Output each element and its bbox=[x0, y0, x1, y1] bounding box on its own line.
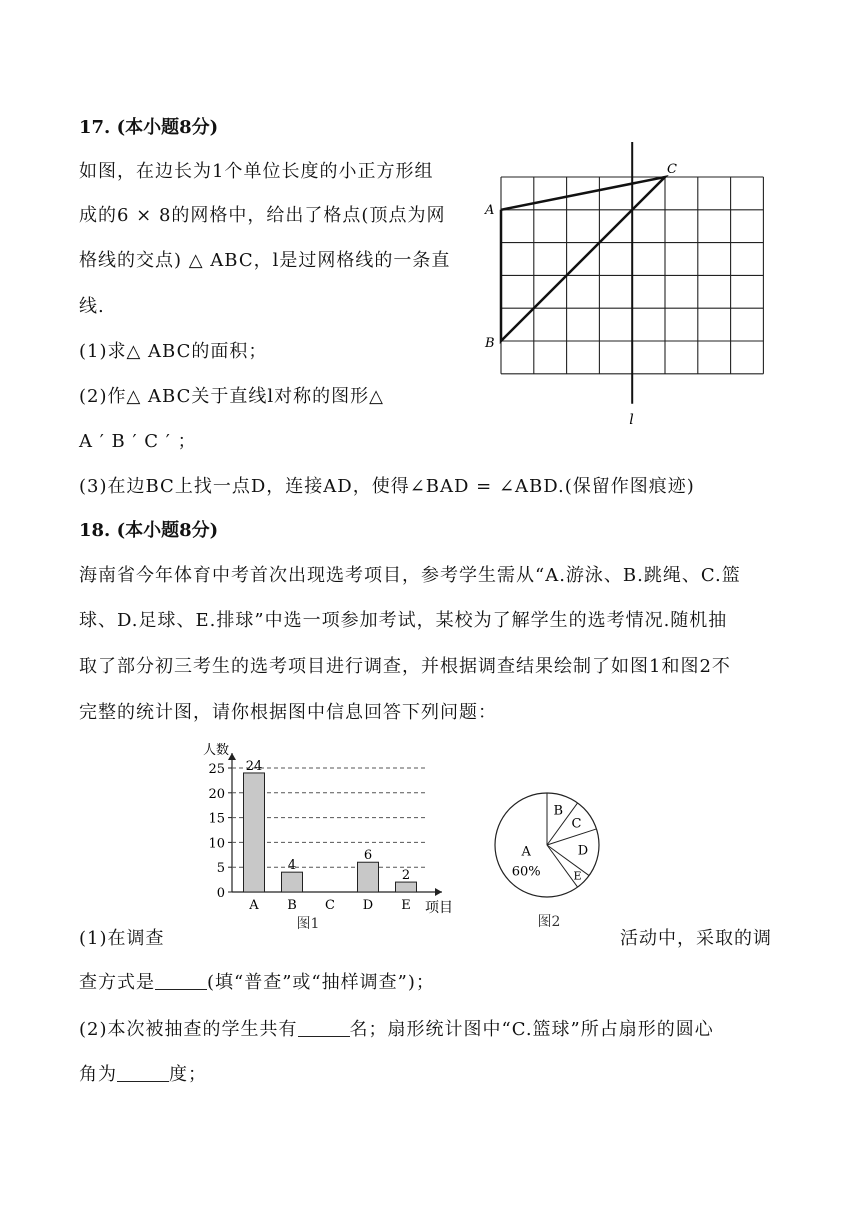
answer-blank-method[interactable] bbox=[155, 971, 207, 990]
answer-blank-angle[interactable] bbox=[117, 1063, 169, 1082]
x-tick-label-c: C bbox=[325, 898, 335, 913]
data-label-a: 24 bbox=[245, 758, 263, 774]
x-axis-label: 项目 bbox=[425, 900, 453, 916]
q18-part-2d: 度； bbox=[169, 1064, 207, 1085]
triangle-abc bbox=[501, 177, 665, 341]
q17-title: 17. (本小题8分) bbox=[79, 117, 219, 138]
x-axis-arrow bbox=[435, 888, 442, 896]
q18-part-1b: 活动中，采取的调 bbox=[620, 928, 772, 949]
q18-intro-line-4: 完整的统计图，请你根据图中信息回答下列问题： bbox=[79, 702, 497, 723]
y-tick-label: 10 bbox=[208, 836, 225, 852]
y-tick-label: 15 bbox=[208, 811, 225, 827]
y-axis-arrow bbox=[228, 753, 236, 760]
q17-part-3: (3)在边BC上找一点D，连接AD，使得∠BAD = ∠ABD.(保留作图痕迹) bbox=[79, 476, 695, 497]
data-label-d: 6 bbox=[363, 848, 373, 864]
q18-intro-line-1: 海南省今年体育中考首次出现选考项目，参考学生需从“A.游泳、B.跳绳、C.篮 bbox=[79, 565, 741, 586]
x-tick-label-d: D bbox=[362, 898, 374, 913]
q18-part-1-line-2 bbox=[79, 968, 435, 998]
bar-chart bbox=[180, 735, 470, 935]
pie-slice-label-e: E bbox=[573, 869, 582, 883]
pie-slice-label-b: B bbox=[553, 803, 564, 819]
y-tick-label: 20 bbox=[208, 786, 225, 802]
q17-grid-figure bbox=[480, 138, 780, 428]
q18-part-2a: (2)本次被抽查的学生共有 bbox=[79, 1019, 298, 1040]
pie-slice-label-c: C bbox=[571, 816, 582, 832]
bar-e bbox=[396, 882, 417, 892]
q18-title: 18. (本小题8分) bbox=[79, 520, 219, 541]
q17-part-1: (1)求△ ABC的面积； bbox=[79, 341, 268, 362]
x-tick-label-b: B bbox=[287, 898, 297, 913]
q18-part-2-line-1 bbox=[79, 1015, 714, 1045]
q18-part-2-line-2 bbox=[79, 1060, 207, 1090]
q17-intro-line-2: 成的6 × 8的网格中，给出了格点(顶点为网 bbox=[79, 205, 446, 226]
bar-a bbox=[244, 773, 265, 892]
pie-slice-label-a: A bbox=[521, 844, 531, 860]
q18-part-1d: (填“普查”或“抽样调查”)； bbox=[207, 972, 435, 993]
pie-slice-label-d: D bbox=[577, 843, 589, 859]
y-tick-label: 25 bbox=[208, 762, 225, 777]
chart-caption-2: 图2 bbox=[537, 914, 561, 930]
pie-chart bbox=[485, 778, 615, 938]
y-tick-label: 5 bbox=[216, 861, 225, 877]
q18-part-1a: (1)在调查 bbox=[79, 928, 165, 949]
q17-part-2b: A ′ B ′ C ′ ； bbox=[79, 431, 197, 452]
q17-intro-line-4: 线. bbox=[79, 296, 105, 317]
bar-d bbox=[358, 862, 379, 892]
q17-intro-line-1: 如图，在边长为1个单位长度的小正方形组 bbox=[79, 161, 434, 182]
chart-caption-1: 图1 bbox=[296, 916, 320, 932]
label-b: B bbox=[485, 336, 495, 351]
q18-intro-line-2: 球、D.足球、E.排球”中选一项参加考试，某校为了解学生的选考情况.随机抽 bbox=[79, 610, 728, 631]
data-label-b: 4 bbox=[287, 858, 297, 874]
y-tick-label: 0 bbox=[216, 886, 225, 901]
y-axis-label: 人数 bbox=[202, 743, 229, 758]
label-c: C bbox=[667, 162, 677, 177]
bar-b bbox=[282, 872, 303, 892]
label-l: l bbox=[629, 411, 634, 428]
q17-intro-line-3: 格线的交点) △ ABC，l是过网格线的一条直 bbox=[79, 250, 451, 271]
q17-part-2a: (2)作△ ABC关于直线l对称的图形△ bbox=[79, 386, 384, 407]
pie-slice-value-a: 60% bbox=[511, 864, 541, 880]
x-tick-label-a: A bbox=[249, 898, 259, 913]
q18-intro-line-3: 取了部分初三考生的选考项目进行调查，并根据调查结果绘制了如图1和图2不 bbox=[79, 656, 731, 677]
q18-part-2c: 角为 bbox=[79, 1064, 117, 1085]
x-tick-label-e: E bbox=[401, 898, 411, 913]
q18-part-1c: 查方式是 bbox=[79, 972, 155, 993]
data-label-e: 2 bbox=[401, 868, 411, 884]
q18-part-2b: 名；扇形统计图中“C.篮球”所占扇形的圆心 bbox=[349, 1019, 714, 1040]
label-a: A bbox=[485, 202, 495, 218]
answer-blank-total[interactable] bbox=[298, 1018, 350, 1037]
